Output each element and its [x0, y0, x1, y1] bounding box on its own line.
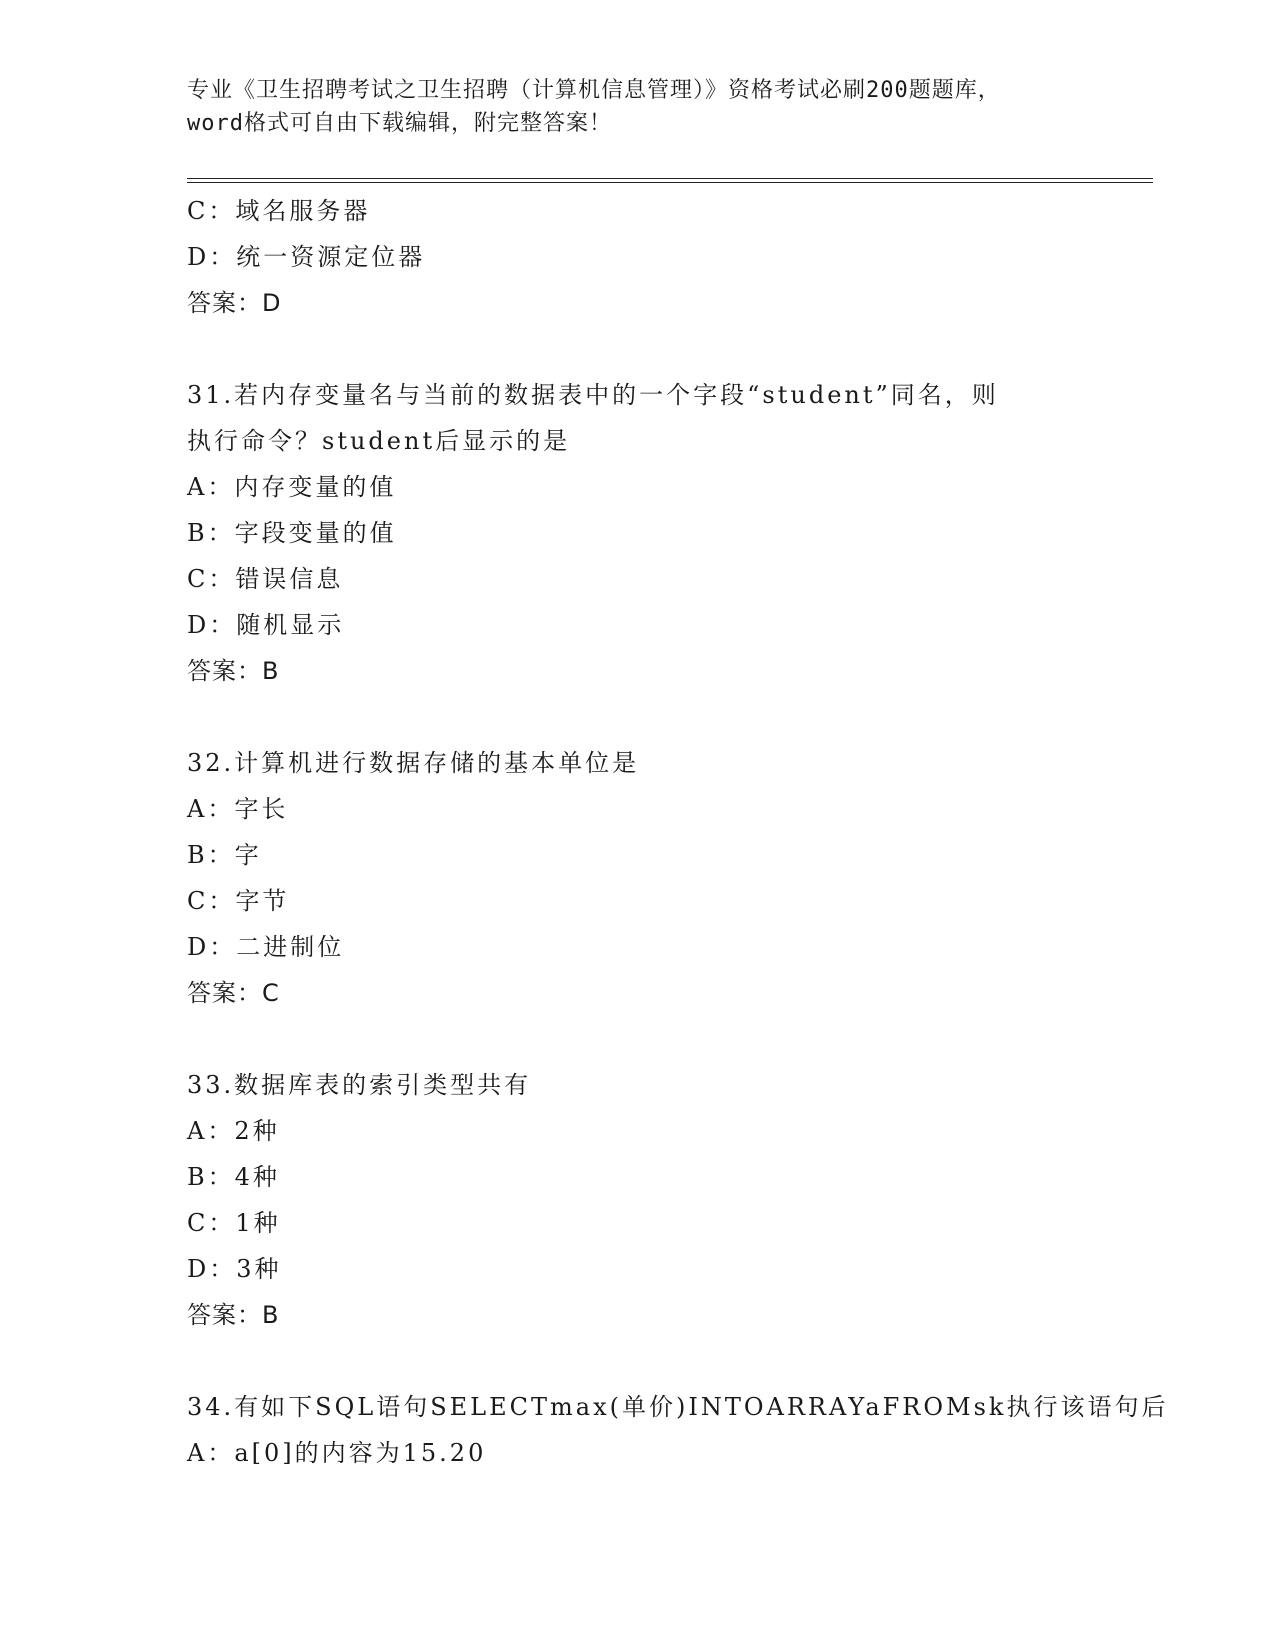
spacer [187, 1338, 1087, 1384]
option-c: C：字节 [187, 887, 290, 915]
question-block-31 [187, 372, 1087, 694]
option-a: A：内存变量的值 [187, 473, 397, 501]
spacer [187, 326, 1087, 372]
header-line-1: 专业《卫生招聘考试之卫生招聘（计算机信息管理）》资格考试必刷200题题库， [187, 78, 1001, 103]
spacer [187, 694, 1087, 740]
document-header [187, 74, 1087, 140]
option-c: C：1种 [187, 1209, 281, 1237]
answer-label: 答案：C [187, 979, 280, 1007]
option-a: A：2种 [187, 1117, 280, 1145]
option-c: C：域名服务器 [187, 197, 371, 225]
answer-label: 答案：B [187, 657, 280, 685]
question-stem: 31.若内存变量名与当前的数据表中的一个字段“student”同名，则 [187, 381, 999, 409]
question-stem: 32.计算机进行数据存储的基本单位是 [187, 749, 640, 777]
option-a: A：字长 [187, 795, 289, 823]
option-c: C：错误信息 [187, 565, 344, 593]
question-block-32 [187, 740, 1087, 1016]
option-b: B：4种 [187, 1163, 280, 1191]
question-block-previous [187, 188, 1087, 326]
option-d: D：3种 [187, 1255, 282, 1283]
header-divider [187, 178, 1153, 183]
document-body [187, 188, 1169, 1476]
answer-label: 答案：D [187, 289, 282, 317]
question-stem-continued: 执行命令？student后显示的是 [187, 427, 571, 455]
spacer [187, 1016, 1087, 1062]
option-d: D：二进制位 [187, 933, 345, 961]
question-block-33 [187, 1062, 1087, 1338]
option-d: D：统一资源定位器 [187, 243, 426, 271]
answer-label: 答案：B [187, 1301, 280, 1329]
header-line-2: word格式可自由下载编辑，附完整答案！ [187, 111, 612, 136]
question-stem: 33.数据库表的索引类型共有 [187, 1071, 532, 1099]
option-b: B：字 [187, 841, 262, 869]
question-stem: 34.有如下SQL语句SELECTmax(单价)INTOARRAYaFROMsk执行该语句后 [187, 1393, 1169, 1421]
option-a: A：a[0]的内容为15.20 [187, 1439, 487, 1467]
question-block-34 [187, 1384, 1169, 1476]
option-b: B：字段变量的值 [187, 519, 397, 547]
option-d: D：随机显示 [187, 611, 345, 639]
